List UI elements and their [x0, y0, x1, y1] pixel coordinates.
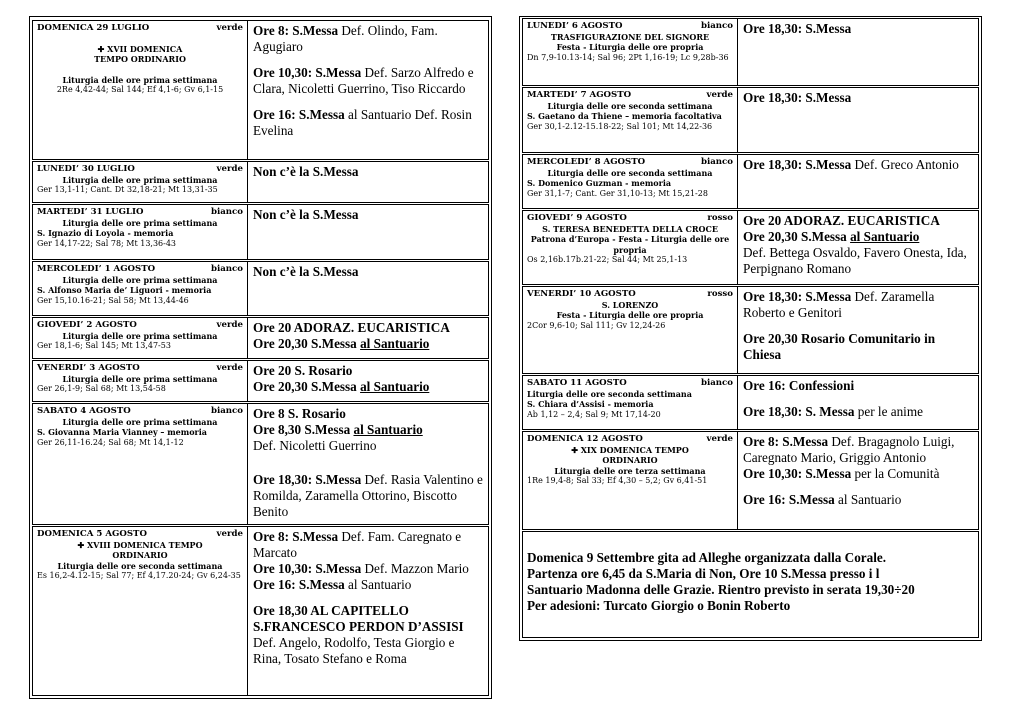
mass-entry: Ore 8,30 S.Messa al Santuario — [253, 422, 423, 437]
mass-schedule — [739, 19, 978, 85]
readings: Es 16,2-4.12-15; Sal 77; Ef 4,17.20-24; Gv 6,24-35 — [37, 571, 241, 580]
mass-schedule — [739, 432, 978, 529]
mass-schedule — [249, 21, 488, 159]
day-row-9 — [522, 87, 979, 153]
liturgy-hours: Patrona d’Europa - Festa - Liturgia delle ore propria — [530, 234, 730, 255]
readings: 1Re 19,4-8; Sal 33; Ef 4,30 – 5,2; Gv 6,41-51 — [527, 476, 708, 485]
liturgical-color: bianco — [700, 21, 733, 31]
liturgical-color: rosso — [707, 289, 733, 299]
day-info — [523, 287, 738, 373]
liturgical-color: verde — [216, 320, 243, 330]
day-label: DOMENICA 29 LUGLIO — [37, 23, 150, 33]
liturgy-hours: Liturgia delle ore prima settimana — [62, 330, 218, 341]
day-row-8 — [522, 18, 979, 86]
mass-schedule — [739, 155, 978, 208]
day-row-5 — [32, 360, 489, 402]
announcement-line: Domenica 9 Settembre gita ad Alleghe organizzata dalla Corale. — [527, 550, 887, 565]
day-label: SABATO 11 AGOSTO — [527, 378, 627, 388]
liturgical-color: verde — [216, 23, 243, 33]
day-label: VENERDI’ 3 AGOSTO — [37, 363, 140, 373]
feast-title: S. LORENZO — [601, 299, 659, 310]
liturgy-hours: Liturgia delle ore prima settimana — [62, 74, 218, 85]
liturgical-color: rosso — [707, 213, 733, 223]
mass-entry: Ore 18,30: S.Messa Def. Rasia Valentino e Romilda, Zaramella Ottorino, Biscotto Benito — [253, 472, 483, 519]
announcement-line: Per adesioni: Turcato Giorgio o Bonin Roberto — [527, 598, 791, 613]
mass-entry: Ore 18,30: S.Messa Def. Greco Antonio — [743, 157, 959, 172]
readings: Ab 1,12 – 2,4; Sal 9; Mt 17,14-20 — [527, 409, 661, 419]
liturgy-hours: Liturgia delle ore terza settimana — [554, 465, 706, 476]
mass-entry: Ore 16: S.Messa al Santuario Def. Rosin Evelina — [253, 107, 472, 138]
mass-entry: Ore 18,30 AL CAPITELLO S.FRANCESCO PERDON D’ASSISI Def. Angelo, Rodolfo, Testa Giorgio e Rina, Tosato Stefano e Roma — [253, 603, 464, 666]
mass-entry: Ore 20 ADORAZ. EUCARISTICA — [253, 320, 450, 335]
mass-schedule — [739, 287, 978, 373]
day-info — [33, 162, 248, 202]
day-row-2 — [32, 204, 489, 260]
liturgy-hours: Liturgia delle ore prima settimana — [62, 373, 218, 384]
announcement-line: Partenza ore 6,45 da S.Maria di Non, Ore 10 S.Messa presso i l — [527, 566, 880, 581]
memorial: S. Gaetano da Thiene – memoria facoltativa — [527, 111, 722, 121]
mass-schedule — [249, 318, 488, 358]
mass-schedule — [249, 262, 488, 315]
readings: Ger 26,11-16.24; Sal 68; Mt 14,1-12 — [37, 437, 184, 447]
day-row-13 — [522, 375, 979, 430]
day-row-0 — [32, 20, 489, 160]
liturgy-hours: Liturgia delle ore seconda settimana — [547, 100, 713, 111]
readings: Ger 14,17-22; Sal 78; Mt 13,36-43 — [37, 238, 177, 248]
right-page — [519, 16, 982, 641]
day-label: GIOVEDI’ 9 AGOSTO — [527, 213, 627, 223]
mass-schedule — [249, 162, 488, 202]
sunday-title-2: TEMPO ORDINARIO — [94, 54, 186, 64]
mass-entry: Ore 8: S.Messa Def. Fam. Caregnato e Marcato — [253, 529, 462, 560]
sunday-title-1: XIX DOMENICA TEMPO — [580, 444, 689, 455]
mass-entry: Def. Bettega Osvaldo, Favero Onesta, Ida, Perpignano Romano — [743, 245, 967, 276]
day-row-11 — [522, 210, 979, 285]
cross-icon: ✚ — [571, 444, 578, 455]
day-info — [33, 318, 248, 358]
sunday-title-2: ORDINARIO — [112, 550, 168, 560]
mass-schedule — [249, 361, 488, 401]
readings: Ger 18,1-6; Sal 145; Mt 13,47-53 — [37, 341, 171, 350]
readings: 2Cor 9,6-10; Sal 111; Gv 12,24-26 — [527, 320, 666, 330]
day-label: GIOVEDI’ 2 AGOSTO — [37, 320, 137, 330]
liturgy-hours: Liturgia delle ore prima settimana — [62, 416, 218, 427]
mass-entry: Ore 18,30: S.Messa — [743, 90, 852, 105]
mass-schedule — [739, 88, 978, 152]
mass-entry: Ore 20 S. Rosario — [253, 363, 353, 378]
liturgy-hours: Festa - Liturgia delle ore propria — [556, 310, 704, 320]
announcement-line: Santuario Madonna delle Grazie. Rientro previsto in serata 19,30÷20 — [527, 582, 915, 597]
day-label: MERCOLEDI’ 8 AGOSTO — [527, 157, 646, 167]
liturgical-color: verde — [216, 529, 243, 539]
liturgical-color: bianco — [210, 264, 243, 274]
readings: 2Re 4,42-44; Sal 144; Ef 4,1-6; Gv 6,1-15 — [56, 85, 224, 94]
mass-entry: Non c’è la S.Messa — [253, 264, 359, 279]
mass-schedule — [249, 404, 488, 524]
readings: Ger 30,1-2.12-15.18-22; Sal 101; Mt 14,22-36 — [527, 121, 713, 131]
mass-schedule — [739, 211, 978, 284]
feast-title: S. TERESA BENEDETTA DELLA CROCE — [542, 223, 718, 234]
feast-title: TRASFIGURAZIONE DEL SIGNORE — [550, 31, 710, 42]
day-info — [523, 211, 738, 284]
liturgy-hours: Liturgia delle ore prima settimana — [62, 174, 218, 185]
day-info — [33, 205, 248, 259]
mass-entry: Ore 10,30: S.Messa Def. Sarzo Alfredo e Clara, Nicoletti Guerrino, Tiso Riccardo — [253, 65, 474, 96]
liturgy-hours: Liturgia delle ore prima settimana — [62, 274, 218, 285]
day-info — [33, 262, 248, 315]
sunday-title-1: XVIII DOMENICA TEMPO — [86, 539, 203, 550]
left-page — [29, 16, 492, 699]
day-info — [523, 155, 738, 208]
day-row-3 — [32, 261, 489, 316]
day-row-14 — [522, 431, 979, 530]
mass-entry: Ore 20 ADORAZ. EUCARISTICA — [743, 213, 940, 228]
mass-entry: Ore 16: S.Messa al Santuario — [253, 577, 412, 592]
liturgy-hours: Liturgia delle ore prima settimana — [62, 217, 218, 228]
readings: Ger 31,1-7; Cant. Ger 31,10-13; Mt 15,21-28 — [527, 188, 708, 198]
mass-entry: Ore 8 S. Rosario — [253, 406, 346, 421]
sunday-title-1: XVII DOMENICA — [107, 43, 183, 54]
day-info — [523, 376, 738, 429]
announcement-box — [522, 531, 979, 638]
liturgical-color: bianco — [700, 378, 733, 388]
day-label: MARTEDI’ 31 LUGLIO — [37, 207, 144, 217]
mass-schedule — [249, 205, 488, 259]
mass-entry: Ore 20,30 S.Messa al Santuario — [743, 229, 920, 244]
mass-entry: Def. Nicoletti Guerrino — [253, 438, 377, 453]
day-info — [523, 88, 738, 152]
mass-entry: Ore 10,30: S.Messa per la Comunità — [743, 466, 940, 481]
readings: Ger 26,1-9; Sal 68; Mt 13,54-58 — [37, 384, 166, 393]
mass-entry: Ore 20,30 S.Messa al Santuario — [253, 336, 430, 351]
day-row-1 — [32, 161, 489, 203]
mass-entry: Ore 18,30: S.Messa — [743, 21, 852, 36]
liturgical-color: verde — [706, 90, 733, 100]
day-label: MERCOLEDI’ 1 AGOSTO — [37, 264, 156, 274]
mass-entry: Ore 16: S.Messa al Santuario — [743, 492, 902, 507]
day-label: DOMENICA 5 AGOSTO — [37, 529, 147, 539]
day-label: MARTEDI’ 7 AGOSTO — [527, 90, 632, 100]
mass-schedule — [249, 527, 488, 695]
readings: Os 2,16b.17b.21-22; Sal 44; Mt 25,1-13 — [527, 255, 688, 264]
mass-entry: Ore 18,30: S. Messa per le anime — [743, 404, 923, 419]
day-label: SABATO 4 AGOSTO — [37, 406, 131, 416]
day-row-6 — [32, 403, 489, 525]
mass-entry: Ore 8: S.Messa Def. Olindo, Fam. Agugiaro — [253, 23, 438, 54]
mass-entry: Non c’è la S.Messa — [253, 164, 359, 179]
day-row-12 — [522, 286, 979, 374]
mass-entry: Ore 20,30 S.Messa al Santuario — [253, 379, 430, 394]
cross-icon: ✚ — [77, 539, 85, 550]
day-info — [33, 361, 248, 401]
day-info — [33, 21, 248, 159]
mass-schedule — [739, 376, 978, 429]
liturgical-color: bianco — [210, 406, 243, 416]
mass-entry: Ore 18,30: S.Messa Def. Zaramella Roberto e Genitori — [743, 289, 935, 320]
readings: Dn 7,9-10.13-14; Sal 96; 2Pt 1,16-19; Lc 9,28b-36 — [527, 52, 729, 62]
mass-entry: Non c’è la S.Messa — [253, 207, 359, 222]
day-label: LUNEDI’ 6 AGOSTO — [527, 21, 623, 31]
mass-entry: Ore 20,30 Rosario Comunitario in Chiesa — [743, 331, 936, 362]
liturgy-hours: Liturgia delle ore seconda settimana — [547, 167, 713, 178]
liturgy-hours: Liturgia delle ore seconda settimana — [57, 560, 223, 571]
memorial: S. Domenico Guzman - memoria — [527, 178, 672, 188]
day-row-4 — [32, 317, 489, 359]
liturgy-hours: Liturgia delle ore seconda settimana — [527, 388, 692, 399]
mass-entry: Ore 10,30: S.Messa Def. Mazzon Mario — [253, 561, 469, 576]
day-row-10 — [522, 154, 979, 209]
readings: Ger 13,1-11; Cant. Dt 32,18-21; Mt 13,31-35 — [37, 185, 218, 194]
memorial: S. Giovanna Maria Vianney – memoria — [37, 427, 207, 437]
liturgy-hours: Festa - Liturgia delle ore propria — [556, 42, 704, 52]
day-info — [523, 432, 738, 529]
liturgical-color: verde — [706, 434, 733, 444]
sunday-title-2: ORDINARIO — [602, 455, 658, 465]
memorial: S. Ignazio di Loyola - memoria — [37, 228, 174, 238]
liturgical-color: verde — [216, 363, 243, 373]
day-info — [33, 404, 248, 524]
day-info — [33, 527, 248, 695]
mass-entry: Ore 8: S.Messa Def. Bragagnolo Luigi, Caregnato Mario, Griggio Antonio — [743, 434, 955, 465]
mass-entry: Ore 16: Confessioni — [743, 378, 855, 393]
liturgical-color: verde — [216, 164, 243, 174]
memorial: S. Chiara d’Assisi - memoria — [527, 399, 654, 409]
day-label: LUNEDI’ 30 LUGLIO — [37, 164, 135, 174]
day-label: DOMENICA 12 AGOSTO — [527, 434, 643, 444]
liturgical-color: bianco — [700, 157, 733, 167]
cross-icon: ✚ — [97, 43, 105, 54]
day-info — [523, 19, 738, 85]
day-label: VENERDI’ 10 AGOSTO — [527, 289, 636, 299]
day-row-7 — [32, 526, 489, 696]
readings: Ger 15,10.16-21; Sal 58; Mt 13,44-46 — [37, 295, 189, 305]
memorial: S. Alfonso Maria de’ Liguori - memoria — [37, 285, 212, 295]
liturgical-color: bianco — [210, 207, 243, 217]
